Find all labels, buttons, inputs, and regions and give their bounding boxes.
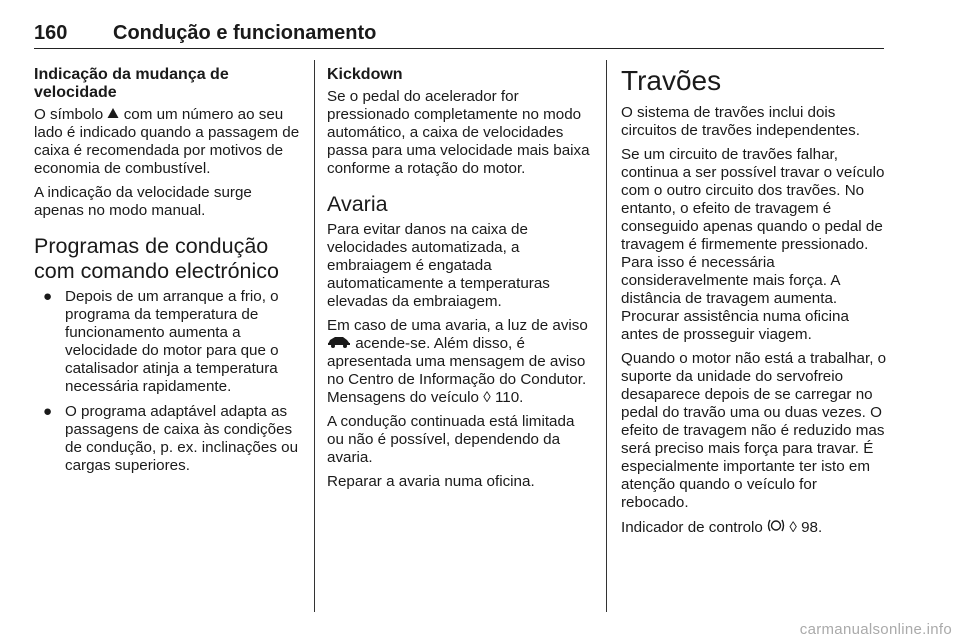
reference-arrow-icon: ◊ [483, 389, 491, 407]
paragraph: Indicador de controlo ◊ 98. [621, 519, 823, 537]
list-item: ● Depois de um arranque a frio, o programa da temperatura de funcionamento aumenta a velocidade do motor para que o catalisador atinja a temperatura necessária rapidamente. [43, 288, 279, 396]
column-left [34, 66, 300, 482]
paragraph: A indicação da velocidade surge apenas no modo manual. [34, 184, 252, 220]
paragraph: Quando o motor não está a trabalhar, o suporte da unidade do servofreio desaparece depois de se carregar no pedal do travão uma ou duas vezes. O efeito de travagem não é reduzido mas será preciso mais força para travar. É especialmente importante ter isto em atenção quando o veículo for rebocado. [621, 350, 887, 511]
heading-kickdown: Kickdown [327, 66, 403, 83]
triangle-up-icon [107, 106, 119, 124]
brake-warning-icon [767, 518, 785, 538]
paragraph: O símbolo com um número ao seu lado é indicado quando a passagem de caixa é recomendada por motivos de economia de combustível. [34, 106, 300, 178]
paragraph: Em caso de uma avaria, a luz de aviso acende-se. Além disso, é apresentada uma mensagem de aviso no Centro de Informação do Condutor. Mensagens do veículo ◊ 110. [327, 317, 588, 407]
paragraph: Para evitar danos na caixa de velocidades automatizada, a embraiagem é engatada automaticamente a temperaturas elevadas da embraiagem. [327, 221, 550, 310]
paragraph: Se um circuito de travões falhar, continua a ser possível travar o veículo com o outro circuito dos travões. No entanto, o efeito de travagem é conseguido apenas quando o pedal de travagem é firmemente pressionado. Para isso é necessária consideravelmente mais força. A distância de travagem aumenta. Procurar assistência numa oficina antes de prosseguir viagem. [621, 146, 885, 343]
column-right [621, 66, 887, 544]
heading-shift-indication: Indicação da mudança de velocidade [34, 66, 229, 101]
heading-driving-programs: Programas de condução com comando electrónico [34, 234, 279, 284]
paragraph: O sistema de travões inclui dois circuitos de travões independentes. [621, 104, 860, 139]
paragraph: Se o pedal do acelerador for pressionado completamente no modo automático, a caixa de velocidades passa para uma velocidade mais baixa conforme a rotação do motor. [327, 88, 590, 177]
paragraph: A condução continuada está limitada ou não é possível, dependendo da avaria. [327, 413, 575, 467]
column-middle [327, 66, 593, 497]
bullet-icon: ● [43, 403, 53, 421]
column-divider [606, 60, 607, 612]
page-number: 160 [34, 22, 68, 44]
car-warning-icon [327, 335, 351, 353]
page-header [34, 22, 884, 49]
bullet-icon: ● [43, 288, 53, 306]
chapter-title: Condução e funcionamento [113, 22, 377, 44]
watermark: carmanualsonline.info [799, 621, 952, 638]
bullet-list [34, 288, 300, 475]
heading-fault: Avaria [327, 192, 388, 216]
list-item: ● O programa adaptável adapta as passagens de caixa às condições de condução, p. ex. inclinações ou cargas superiores. [43, 403, 299, 475]
paragraph: Reparar a avaria numa oficina. [327, 473, 535, 491]
reference-arrow-icon: ◊ [789, 519, 797, 536]
heading-brakes: Travões [621, 65, 722, 96]
column-divider [314, 60, 315, 612]
